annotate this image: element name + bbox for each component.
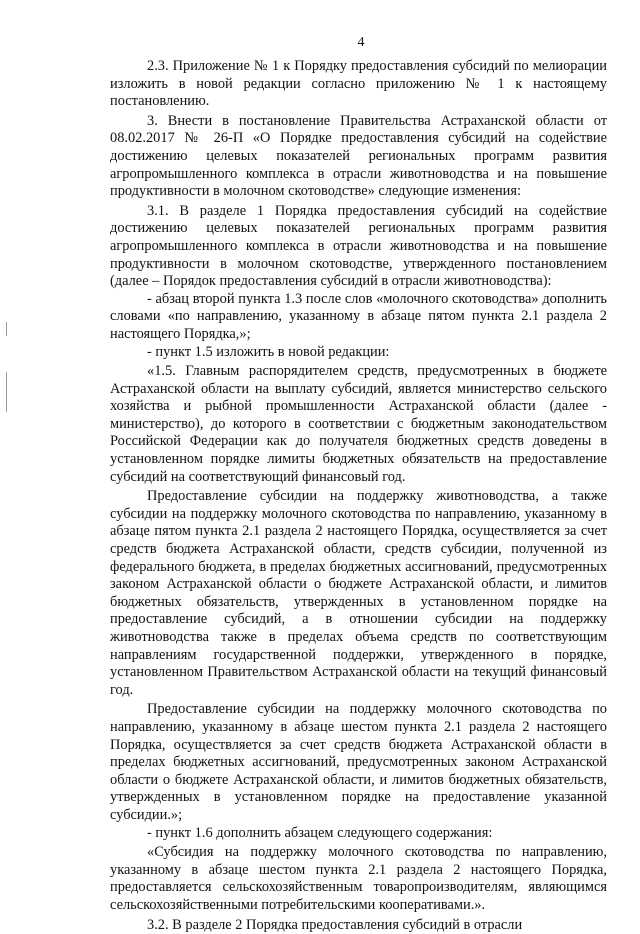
paragraph-3-2: 3.2. В разделе 2 Порядка предоставления субсидий в отрасли xyxy=(110,917,607,934)
paragraph-quote-subsidy: «Субсидия на поддержку молочного скотоводства по направлению, указанному в абзаце шестом пункта 2.1 раздела 2 настоящего Порядка, предоставляется сельскохозяйственным товаропроизводителям, являющимся сельскохозяйственными потребительскими кооперативами.». xyxy=(110,844,607,914)
page-number: 4 xyxy=(0,34,640,52)
paragraph-item-1-3: - абзац второй пункта 1.3 после слов «молочного скотоводства» дополнить словами «по направлению, указанному в абзаце пятом пункта 2.1 раздела 2 настоящего Порядка,»; xyxy=(110,291,607,344)
paragraph-funding-livestock: Предоставление субсидии на поддержку животноводства, а также субсидии на поддержку молочного скотоводства по направлению, указанному в абзаце пятом пункта 2.1 раздела 2 настоящего Порядка, осуществляется за счет средств бюджета Астраханской области, средств субсидии, полученной из федерального бюджета, в пределах бюджетных ассигнований, предусмотренных законом Астраханской области о бюджете Астраханской области, и лимитов бюджетных обязательств, утвержденных в установленном порядке на предоставление субсидий, а в отношении субсидии на поддержку животноводства также в пределах объема средств по соответствующим направлениям государственной поддержки, утвержденного в порядке, установленном Правительством Астраханской области на текущий финансовый год. xyxy=(110,488,607,699)
paragraph-3: 3. Внести в постановление Правительства Астраханской области от 08.02.2017 № 26-П «О Порядке предоставления субсидий на содействие достижению целевых показателей региональных программ развития агропромышленного комплекса в отрасли животноводства и на повышение продуктивности в молочном скотоводстве» следующие изменения: xyxy=(110,113,607,201)
paragraph-2-3: 2.3. Приложение № 1 к Порядку предоставления субсидий по мелиорации изложить в новой редакции согласно приложению № 1 к настоящему постановлению. xyxy=(110,58,607,111)
document-body xyxy=(110,58,607,934)
paragraph-quote-1-5: «1.5. Главным распорядителем средств, предусмотренных в бюджете Астраханской области на выплату субсидий, является министерство сельского хозяйства и рыбной промышленности Астраханской области (далее - министерство), до которого в соответствии с бюджетным законодательством Российской Федерации как до получателя бюджетных средств доведены в установленном порядке лимиты бюджетных обязательств на предоставление субсидий на соответствующий финансовый год. xyxy=(110,363,607,486)
paragraph-item-1-5: - пункт 1.5 изложить в новой редакции: xyxy=(110,344,607,362)
paragraph-funding-dairy: Предоставление субсидии на поддержку молочного скотоводства по направлению, указанному в абзаце шестом пункта 2.1 раздела 2 настоящего Порядка, осуществляется за счет средств бюджета Астраханской области в пределах бюджетных ассигнований, предусмотренных законом Астраханской области о бюджете Астраханской области, и лимитов бюджетных обязательств, утвержденных в установленном порядке на предоставление указанной субсидии.»; xyxy=(110,701,607,824)
paragraph-item-1-6: - пункт 1.6 дополнить абзацем следующего содержания: xyxy=(110,825,607,843)
margin-mark xyxy=(6,322,7,336)
margin-mark xyxy=(6,372,7,412)
paragraph-3-1: 3.1. В разделе 1 Порядка предоставления субсидий на содействие достижению целевых показателей региональных программ развития агропромышленного комплекса в отрасли животноводства и на повышение продуктивности в молочном скотоводстве, утвержденного постановлением (далее – Порядок предоставления субсидий в отрасли животноводства): xyxy=(110,203,607,291)
